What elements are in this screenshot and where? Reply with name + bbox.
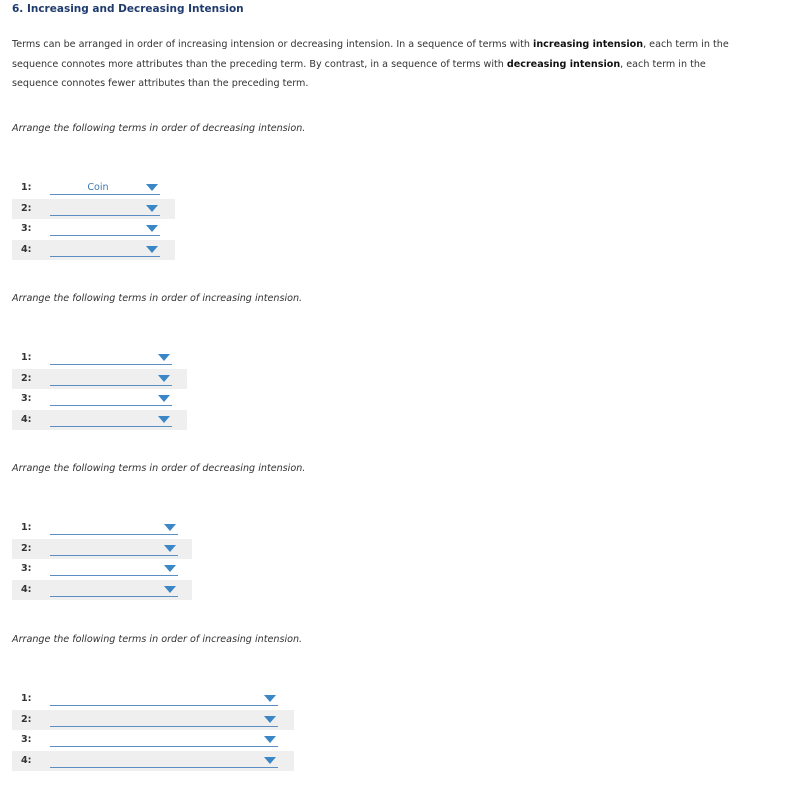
question-4-instruction: Arrange the following terms in order of increasing intension. <box>12 634 303 645</box>
row-number: 2: <box>21 202 32 214</box>
question-4-dropdown-4[interactable] <box>50 754 278 768</box>
caret-down-icon <box>164 545 176 552</box>
caret-down-icon <box>158 395 170 402</box>
question-1-instruction: Arrange the following terms in order of decreasing intension. <box>12 123 306 134</box>
intro-bold-increasing: increasing intension <box>533 39 644 50</box>
intro-paragraph <box>12 35 752 94</box>
row-number: 1: <box>21 352 32 363</box>
row-number: 1: <box>21 693 32 704</box>
row-number: 2: <box>21 713 32 725</box>
question-1-dropdown-3[interactable] <box>50 222 160 236</box>
row-number: 3: <box>21 563 32 574</box>
question-4-dropdown-3[interactable] <box>50 733 278 747</box>
question-3-instruction: Arrange the following terms in order of decreasing intension. <box>12 463 306 474</box>
dropdown-value: Coin <box>87 182 109 193</box>
row-number: 4: <box>21 754 32 766</box>
question-2-dropdown-1[interactable] <box>50 351 172 365</box>
row-number: 2: <box>21 542 32 554</box>
row-number: 3: <box>21 393 32 404</box>
caret-down-icon <box>264 716 276 723</box>
caret-down-icon <box>264 736 276 743</box>
row-number: 4: <box>21 413 32 425</box>
question-2-instruction: Arrange the following terms in order of increasing intension. <box>12 293 303 304</box>
question-3-dropdown-3[interactable] <box>50 562 178 576</box>
intro-text-3: , each term in the sequence connotes fewer attributes than the preceding term. <box>12 58 706 89</box>
page-title: 6. Increasing and Decreasing Intension <box>12 3 244 15</box>
question-3-dropdown-4[interactable] <box>50 583 178 597</box>
intro-bold-decreasing: decreasing intension <box>506 58 621 70</box>
question-1-dropdown-1[interactable] <box>50 181 160 195</box>
caret-down-icon <box>146 205 158 212</box>
row-number: 4: <box>21 583 32 595</box>
caret-down-icon <box>158 375 170 382</box>
question-2-dropdown-3[interactable] <box>50 392 172 406</box>
question-4-dropdown-1[interactable] <box>50 692 278 706</box>
question-3-dropdown-2[interactable] <box>50 542 178 556</box>
row-number: 2: <box>21 372 32 384</box>
row-number: 3: <box>21 223 32 234</box>
caret-down-icon <box>264 695 276 702</box>
intro-text-2: , each term in the sequence connotes more attributes than the preceding term. By contrast, in a sequence of terms with <box>12 39 729 70</box>
caret-down-icon <box>146 225 158 232</box>
caret-down-icon <box>264 757 276 764</box>
row-number: 1: <box>21 522 32 533</box>
row-number: 3: <box>21 734 32 745</box>
caret-down-icon <box>158 416 170 423</box>
question-2-dropdown-4[interactable] <box>50 413 172 427</box>
intro-text-1: Terms can be arranged in order of increasing intension or decreasing intension. In a sequence of terms with <box>12 39 534 50</box>
caret-down-icon <box>164 586 176 593</box>
row-number: 4: <box>21 243 32 255</box>
caret-down-icon <box>158 354 170 361</box>
question-2-dropdown-2[interactable] <box>50 372 172 386</box>
question-1-dropdown-2[interactable] <box>50 202 160 216</box>
row-number: 1: <box>21 182 32 193</box>
caret-down-icon <box>146 184 158 191</box>
question-1-dropdown-4[interactable] <box>50 243 160 257</box>
question-4-dropdown-2[interactable] <box>50 713 278 727</box>
caret-down-icon <box>164 524 176 531</box>
caret-down-icon <box>164 565 176 572</box>
caret-down-icon <box>146 246 158 253</box>
question-3-dropdown-1[interactable] <box>50 521 178 535</box>
